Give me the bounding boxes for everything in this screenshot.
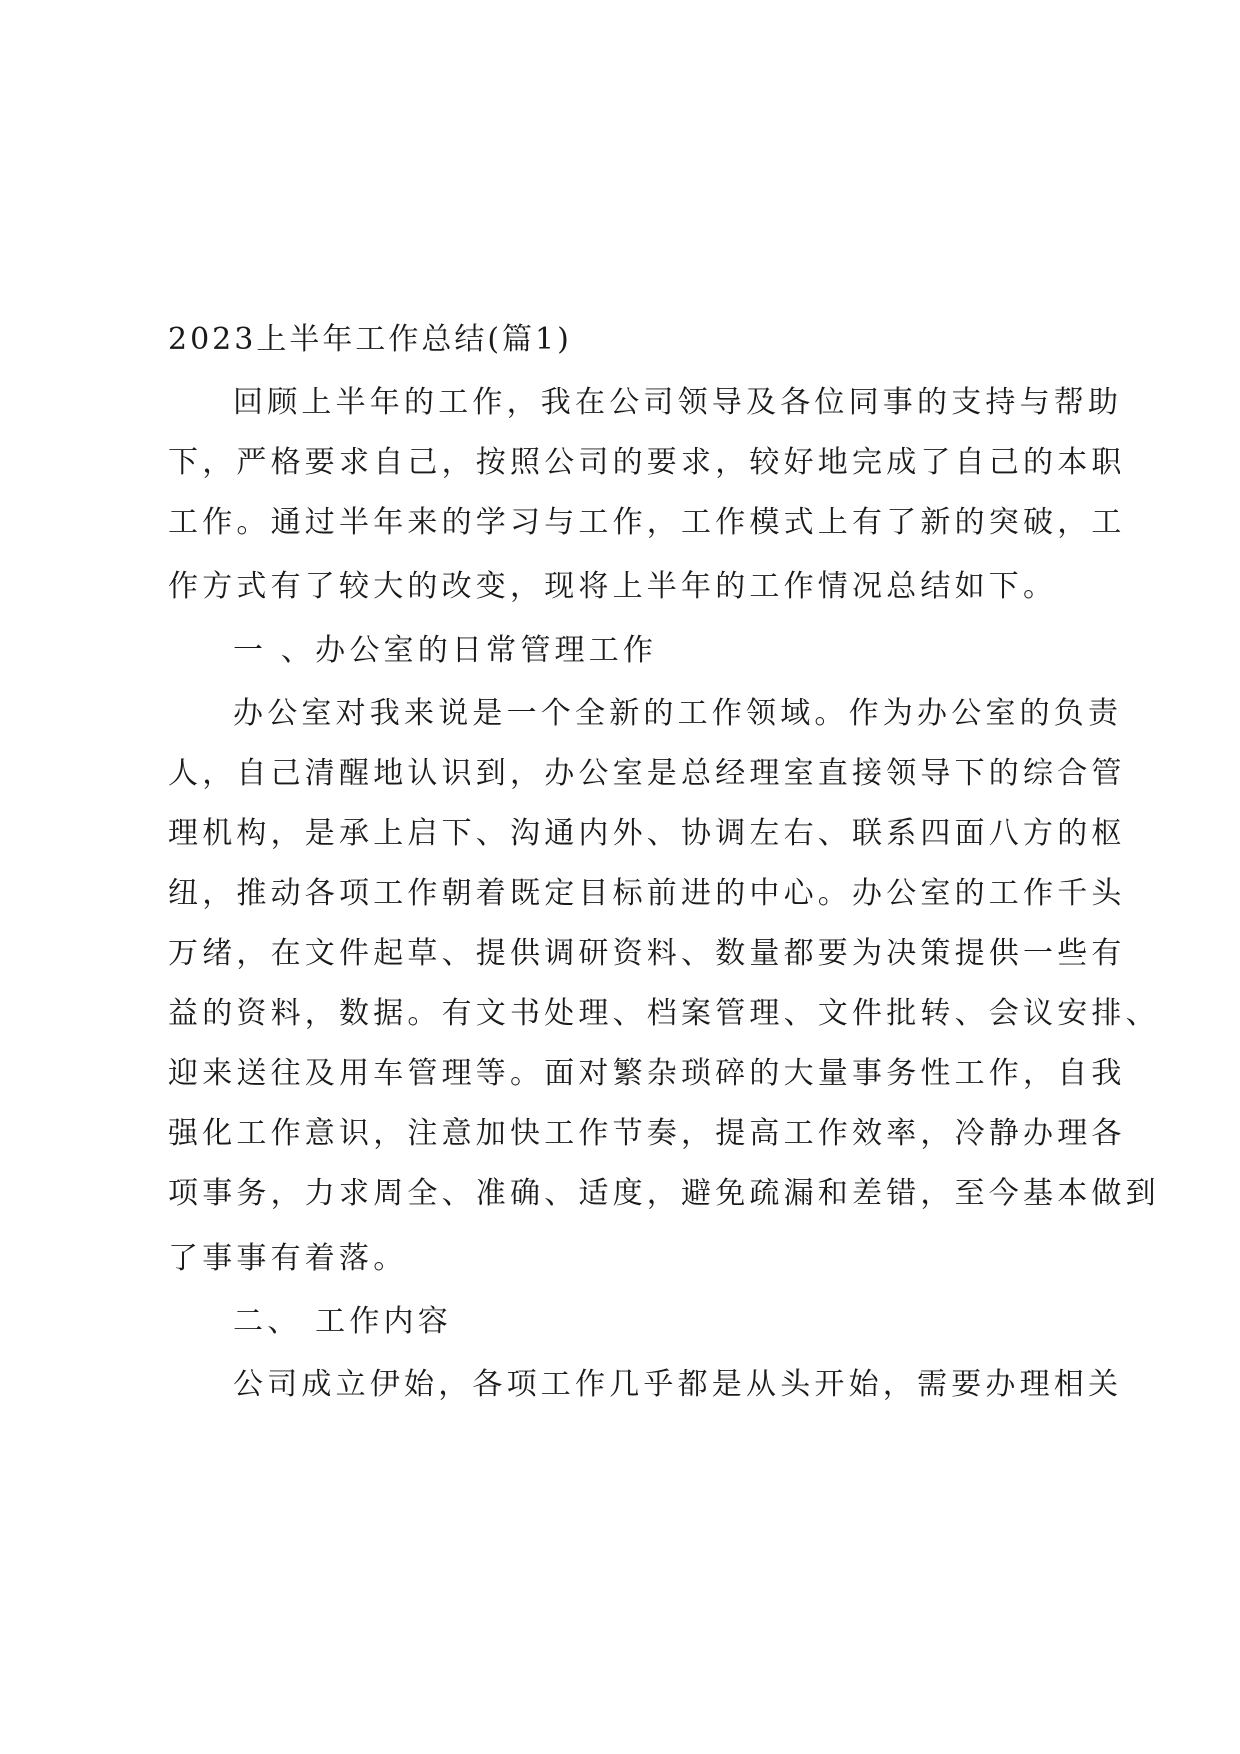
paragraph-line: 人，自己清醒地认识到，办公室是总经理室直接领导下的综合管 bbox=[168, 756, 1126, 791]
paragraph-line: 益的资料，数据。有文书处理、档案管理、文件批转、会议安排、 bbox=[168, 996, 1160, 1031]
paragraph-line: 公司成立伊始，各项工作几乎都是从头开始，需要办理相关 bbox=[233, 1367, 1123, 1402]
section-heading-1: 一 、办公室的日常管理工作 bbox=[233, 633, 658, 668]
paragraph-line: 纽，推动各项工作朝着既定目标前进的中心。办公室的工作千头 bbox=[168, 876, 1126, 911]
paragraph-line: 下，严格要求自己，按照公司的要求，较好地完成了自己的本职 bbox=[168, 445, 1126, 480]
paragraph-line: 强化工作意识，注意加快工作节奏，提高工作效率，冷静办理各 bbox=[168, 1116, 1126, 1151]
paragraph-line: 万绪，在文件起草、提供调研资料、数量都要为决策提供一些有 bbox=[168, 936, 1126, 971]
paragraph-line: 项事务，力求周全、准确、适度，避免疏漏和差错，至今基本做到 bbox=[168, 1176, 1160, 1211]
paragraph-line: 迎来送往及用车管理等。面对繁杂琐碎的大量事务性工作，自我 bbox=[168, 1056, 1126, 1091]
paragraph-line: 理机构，是承上启下、沟通内外、协调左右、联系四面八方的枢 bbox=[168, 816, 1126, 851]
document-title: 2023上半年工作总结(篇1) bbox=[168, 322, 572, 357]
paragraph-line: 回顾上半年的工作，我在公司领导及各位同事的支持与帮助 bbox=[233, 385, 1123, 420]
paragraph-line: 工作。通过半年来的学习与工作，工作模式上有了新的突破，工 bbox=[168, 505, 1126, 540]
section-heading-2: 二、 工作内容 bbox=[233, 1304, 452, 1339]
paragraph-line: 作方式有了较大的改变，现将上半年的工作情况总结如下。 bbox=[168, 569, 1058, 604]
paragraph-line: 了事事有着落。 bbox=[168, 1241, 408, 1276]
paragraph-line: 办公室对我来说是一个全新的工作领域。作为办公室的负责 bbox=[233, 696, 1123, 731]
